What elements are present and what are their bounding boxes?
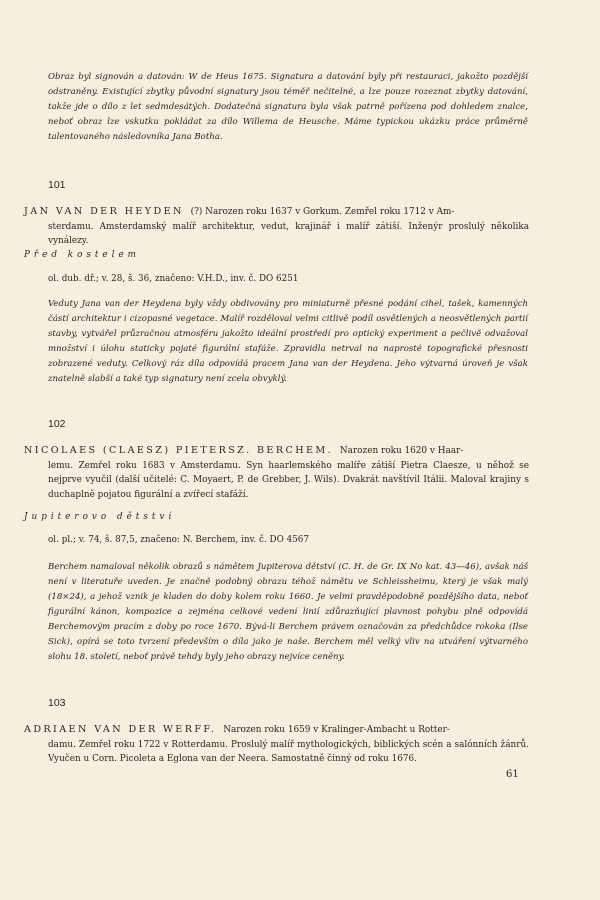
artwork-description: Berchem namaloval několik obrazů s námětem Jupiterova dětství (C. H. de Gr. IX No kat. 43—46), avšak náš není v literatuře uveden. Je značně podobný obrazu téhož námětu ve Schleissheimu, který je však malý (18×24), a jehož vznik je kladen do doby kolem roku 1660. Je velmi pravděpodobně pozdějšího data, neboť figurální kánon, kompozice a zejména celkové vedení linií zdůrazňující plavnost pohybu plně odpovídá Berchemovým pracím z doby po roce 1670. Bývá-li Berchem právem označován za předchůdce rokoka (Ilse Sick), opírá se toto tvrzení především o díla jako je naše. Berchem měl velký vliv na utváření výtvarného slohu 18. století, neboť právě tehdy byly jeho obrazy nejvíce ceněny. [48, 562, 528, 662]
artwork-description: Veduty Jana van der Heydena byly vždy obdivovány pro miniaturně přesné podání cihel, tašek, kamenných částí architektur i cizopasné vegetace. Malíř rozděloval velmi citlivě podíl osvětlených a neosvětlených partií stavby, vytvářel průzračnou atmosféru jakožto ideální prostředí pro optický experiment a pečlivě odvažoval množství i úlohu staticky pojaté figurální stafáže. Zpravidla netrval na naprosté topografické přesnosti zobrazené veduty. Celkový ráz díla odpovídá pracem Jana van der Heydena. Jeho výtvarná úroveň je však znatelně slabší a také typ signatury není zcela obvyklý. [48, 299, 528, 384]
page-number: 61 [506, 769, 519, 780]
entry-number: 101 [48, 179, 66, 191]
artwork-details: ol. dub. dř.; v. 28, š. 36, značeno: V.H.D., inv. č. DO 6251 [48, 274, 299, 284]
entry-heading [24, 723, 529, 767]
artist-bio: sterdamu. Amsterdamský malíř architektur, vedut, krajinář i malíř zátiší. Inženýr proslulý několika vynálezy. [48, 221, 529, 246]
artwork-title: Jupiterovo dětství [24, 512, 176, 522]
artist-bio-first-line: (?) Narozen roku 1637 v Gorkum. Zemřel roku 1712 v Am- [190, 207, 455, 217]
artwork-details: ol. pl.; v. 74, š. 87,5, značeno: N. Berchem, inv. č. DO 4567 [48, 535, 309, 545]
artist-name: NICOLAES (CLAESZ) PIETERSZ. BERCHEM. [24, 445, 334, 456]
intro-paragraph: Obraz byl signován a datován: W de Heus 1675. Signatura a datování byly při restauraci, jakožto pozdější odstraněny. Existující zbytky původní signatury jsou téměř nečitelné, a lze pouze rozeznat zbytky datování, takže jde o dílo z let sedmdesátých. Dodatečná signatura byla však patrně pořízena pod dohledem znalce, neboť obraz lze vskutku pokládat za dílo Willema de Heusche. Máme typickou ukázku práce průměrně talentovaného následovníka Jana Botha. [48, 72, 528, 142]
artist-bio-first-line: Narozen roku 1659 v Kralinger-Ambacht u Rotter- [223, 725, 450, 735]
artist-name: ADRIAEN VAN DER WERFF. [24, 724, 217, 735]
artist-bio: damu. Zemřel roku 1722 v Rotterdamu. Proslulý malíř mythologických, biblických scén a salónních žánrů. Vyučen u Corn. Picoleta a Eglona van der Neera. Samostatně činný od roku 1676. [48, 739, 529, 764]
artist-name: JAN VAN DER HEYDEN [24, 206, 184, 217]
entry-number: 103 [48, 697, 66, 709]
artist-bio-first-line: Narozen roku 1620 v Haar- [339, 446, 464, 456]
artwork-title: Před kostelem [24, 250, 141, 260]
entry-heading [24, 205, 529, 249]
entry-heading [24, 444, 529, 502]
entry-number: 102 [48, 418, 66, 430]
artist-bio: lemu. Zemřel roku 1683 v Amsterdamu. Syn haarlemského malíře zátiší Pietra Claesze, u něhož se nejprve vyučil (další učitelé: C. Moyaert, P. de Grebber, J. Wils). Dvakrát navštívil Itálii. Maloval krajiny s duchaplně pojatou figurální a zvířecí stafáží. [48, 460, 529, 500]
